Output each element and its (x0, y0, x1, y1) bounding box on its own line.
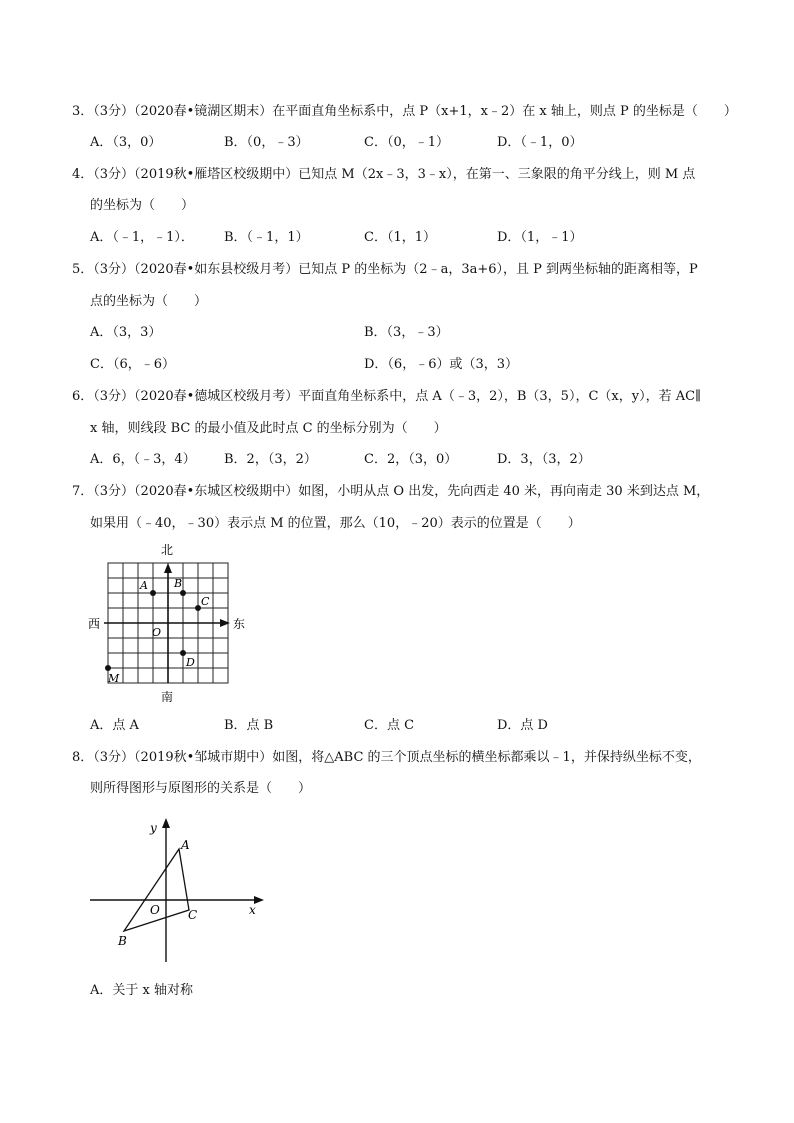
question-8-text-cont: 则所得图形与原图形的关系是（ ） (90, 781, 312, 796)
figure-7-north-label: 北 (161, 543, 174, 557)
figure-7-label-d: D (186, 656, 195, 669)
q7-option-d[interactable]: D．点 D (497, 718, 548, 733)
figure-7-point-b (180, 590, 186, 596)
q4-option-a[interactable]: A．（﹣1，﹣1）． (90, 230, 194, 245)
figure-7-label-b: B (174, 577, 183, 590)
figure-7-label-a: A (140, 579, 148, 592)
q6-option-b[interactable]: B．2，（3，2） (224, 452, 317, 467)
figure-7-label-m: M (108, 672, 120, 685)
q3-option-a[interactable]: A．（3，0） (90, 135, 162, 150)
q5-option-c[interactable]: C．（6，﹣6） (90, 357, 175, 372)
figure-7-east-label: 东 (233, 617, 246, 631)
figure-7-point-m (105, 665, 111, 671)
figure-7-west-label: 西 (88, 617, 101, 631)
figure-8-triangle-diagram (86, 812, 276, 972)
figure-7-label-o: O (152, 626, 162, 639)
figure-7-label-c: C (201, 595, 210, 608)
figure-8-label-a: A (181, 838, 190, 852)
question-6-text-cont: x 轴，则线段 BC 的最小值及此时点 C 的坐标分别为（ ） (90, 421, 447, 436)
q7-option-a[interactable]: A．点 A (90, 718, 139, 733)
figure-7-north-arrow (164, 563, 172, 573)
q4-option-d[interactable]: D．（1，﹣1） (497, 230, 583, 245)
figure-7-point-a (150, 590, 156, 596)
q4-option-c[interactable]: C．（1，1） (364, 230, 436, 245)
q5-option-a[interactable]: A．（3，3） (90, 325, 162, 340)
figure-8-y-label: y (150, 821, 157, 835)
question-5-text-cont: 点的坐标为（ ） (90, 294, 208, 309)
figure-7-south-label: 南 (161, 690, 174, 704)
question-3-text: 3．（3分）（2020春•镜湖区期末）在平面直角坐标系中，点 P（x+1，x﹣2）在 x 轴上，则点 P 的坐标是（ ） (72, 104, 737, 119)
question-4-text: 4．（3分）（2019秋•雁塔区校级期中）已知点 M（2x﹣3，3﹣x），在第一、三象限的角平分线上，则 M 点 (72, 167, 696, 182)
q7-option-b[interactable]: B．点 B (224, 718, 274, 733)
figure-8-x-label: x (249, 903, 256, 917)
q6-option-a[interactable]: A．6，（﹣3，4） (90, 452, 196, 467)
question-4-text-cont: 的坐标为（ ） (90, 198, 195, 213)
question-6-text: 6．（3分）（2020春•德城区校级月考）平面直角坐标系中，点 A（﹣3，2），B（3，5），C（x，y），若 AC∥ (72, 389, 702, 404)
question-7-text: 7．（3分）（2020春•东城区校级期中）如图，小明从点 O 出发，先向西走 40 米，再向南走 30 米到达点 M， (72, 484, 710, 499)
q5-option-d[interactable]: D．（6，﹣6）或（3，3） (364, 357, 519, 372)
figure-7-grid-diagram (84, 540, 254, 705)
q6-option-c[interactable]: C．2，（3，0） (364, 452, 458, 467)
q7-option-c[interactable]: C．点 C (364, 718, 415, 733)
question-7-text-cont: 如果用（﹣40，﹣30）表示点 M 的位置，那么（10，﹣20）表示的位置是（ ） (90, 516, 581, 531)
question-8-text: 8．（3分）（2019秋•邹城市期中）如图，将△ABC 的三个顶点坐标的横坐标都乘以﹣1，并保持纵坐标不变， (72, 750, 701, 765)
question-5-text: 5．（3分）（2020春•如东县校级月考）已知点 P 的坐标为（2﹣a，3a+6），且 P 到两坐标轴的距离相等，P (72, 262, 698, 277)
figure-8-label-b: B (118, 934, 127, 948)
figure-8-label-c: C (188, 908, 198, 922)
figure-8-y-arrow (162, 818, 170, 828)
q3-option-c[interactable]: C．（0，﹣1） (364, 135, 449, 150)
q8-option-a[interactable]: A．关于 x 轴对称 (90, 983, 193, 998)
q5-option-b[interactable]: B．（3，﹣3） (364, 325, 449, 340)
figure-8-origin-label: O (150, 903, 160, 917)
figure-8-triangle-abc (124, 849, 189, 931)
q3-option-b[interactable]: B．（0，﹣3） (224, 135, 309, 150)
q6-option-d[interactable]: D．3，（3，2） (497, 452, 591, 467)
q3-option-d[interactable]: D．（﹣1，0） (497, 135, 583, 150)
q4-option-b[interactable]: B．（﹣1，1） (224, 230, 309, 245)
